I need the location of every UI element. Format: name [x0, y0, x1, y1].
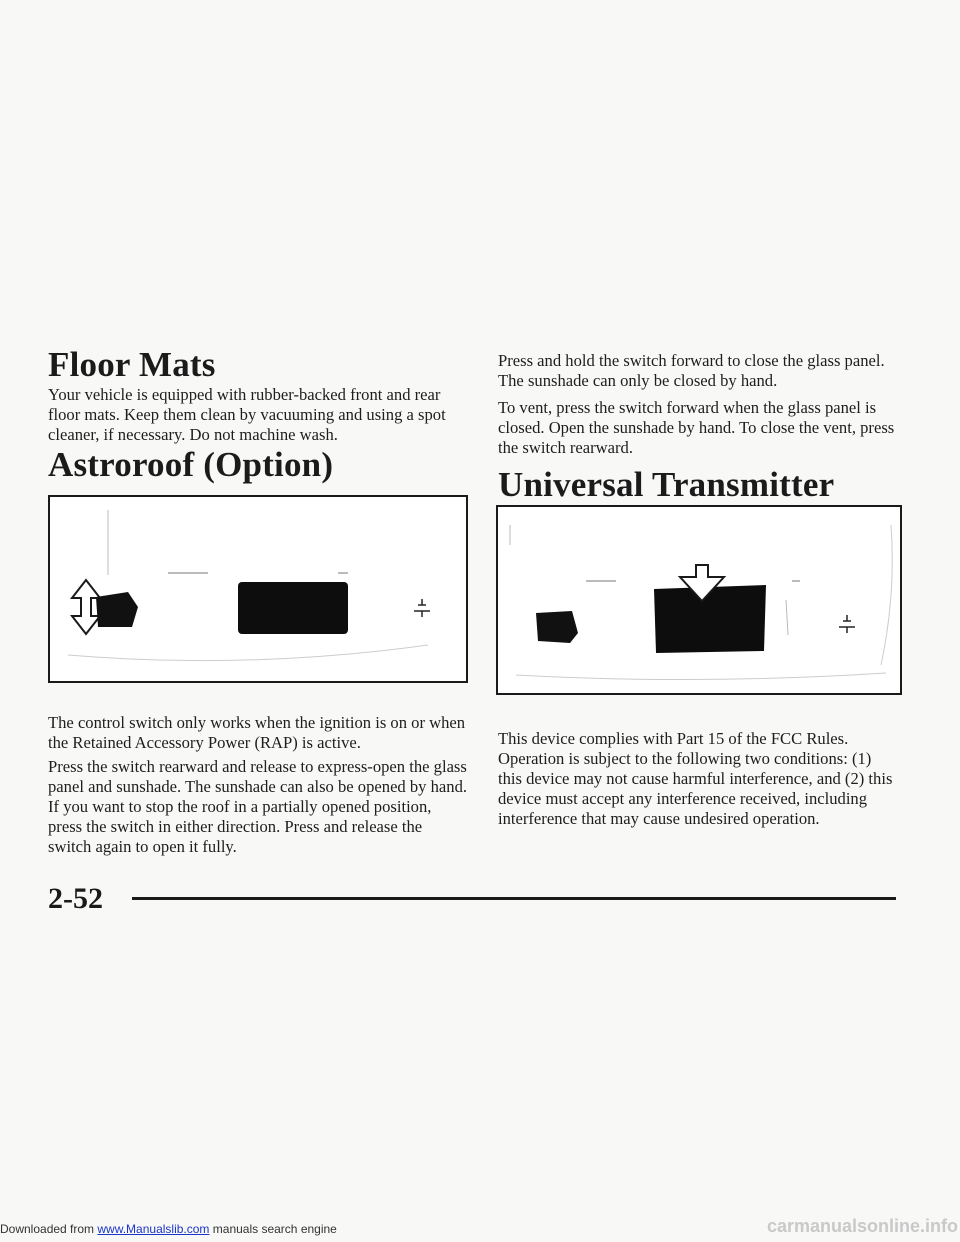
- footer-rule: [132, 897, 896, 900]
- close-glass-paragraph: Press and hold the switch forward to close the glass panel. The sunshade can only be closed by hand.: [498, 351, 885, 390]
- fcc-compliance-paragraph: This device complies with Part 15 of the FCC Rules. Operation is subject to the following two conditions: (1) this device may not cause harmful interference, and (2) this device must accept any interference received, including interference that may cause undesired operation.: [498, 729, 893, 828]
- astroroof-paragraph-2: Press the switch rearward and release to express-open the glass panel and sunshade. The sunshade can also be opened by hand. If you want to stop the roof in a partially opened position, press the switch in either direction. Press and release the switch again to open it fully.: [48, 757, 468, 856]
- page-number: 2-52: [48, 882, 103, 915]
- vent-paragraph: To vent, press the switch forward when the glass panel is closed. Open the sunshade by hand. To close the vent, press the switch rearward.: [498, 398, 895, 457]
- download-footer: [0, 1222, 337, 1236]
- universal-transmitter-heading: Universal Transmitter: [498, 465, 834, 504]
- universal-transmitter-illustration: [496, 505, 902, 695]
- floor-mats-text: Your vehicle is equipped with rubber-backed front and rear floor mats. Keep them clean by vacuuming and using a spot cleaner, if necessary. Do not machine wash.: [48, 385, 446, 444]
- astroroof-heading: Astroroof (Option): [48, 445, 334, 484]
- floor-mats-heading: Floor Mats: [48, 345, 216, 384]
- watermark: carmanualsonline.info: [766, 1216, 958, 1236]
- footer-suffix: manuals search engine: [209, 1222, 337, 1236]
- manualslib-link[interactable]: www.Manualslib.com: [97, 1222, 210, 1236]
- astroroof-paragraph-1: The control switch only works when the ignition is on or when the Retained Accessory Power (RAP) is active.: [48, 713, 466, 752]
- astroroof-switch-illustration: [48, 495, 468, 683]
- footer-prefix: Downloaded from: [0, 1222, 98, 1236]
